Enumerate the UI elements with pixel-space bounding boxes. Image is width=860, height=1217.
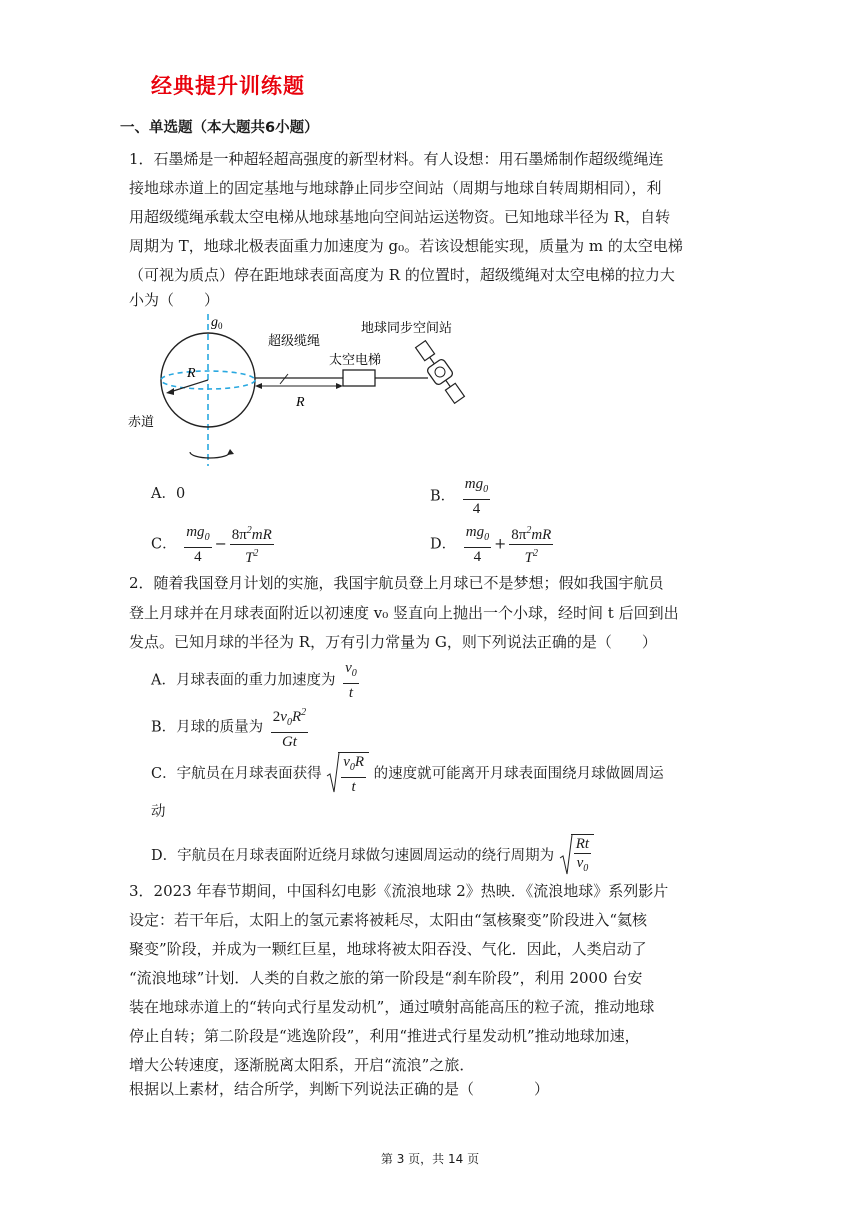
q2-line-1: 2．随着我国登月计划的实施，我国宇航员登上月球已不是梦想；假如我国宇航员 <box>129 574 664 592</box>
q3-line-5: 装在地球赤道上的“转向式行星发动机”，通过喷射高能高压的粒子流，推动地球 <box>129 998 655 1016</box>
q2-option-c-label: C．宇航员在月球表面获得 <box>151 766 322 782</box>
g0-label: $g_0$ <box>211 315 223 331</box>
q2-option-c-continued: 动 <box>151 804 166 820</box>
page-footer: 第 3 页，共 14 页 <box>380 1152 480 1166</box>
earth-elevator-figure <box>128 312 488 472</box>
cable-label: 超级缆绳 <box>268 334 321 349</box>
q1-option-a[interactable]: A．0 <box>151 486 186 502</box>
cable-pointer <box>280 374 288 384</box>
q2-option-a-label: A．月球表面的重力加速度为 <box>151 672 336 689</box>
q3-line-2: 设定：若干年后，太阳上的氢元素将被耗尽，太阳由“氢核聚变”阶段进入“氦核 <box>129 911 648 929</box>
q1-option-c[interactable]: C． $\frac{mg_0}{4}$ − $\frac{8\pi^2mR}{T^2}$ <box>151 524 272 566</box>
q2-option-a[interactable] <box>151 659 362 702</box>
radius-label: R <box>187 366 196 381</box>
q2-option-c-text: 的速度就可能离开月球表面围绕月球做圆周运 <box>373 766 664 782</box>
q1-option-b[interactable] <box>430 475 493 518</box>
q1-line-3: 用超级缆绳承载太空电梯从地球基地向空间站运送物资。已知地球半径为 R，自转 <box>129 208 671 226</box>
rotation-arrowhead <box>227 449 234 455</box>
q1-line-6: 小为（ ） <box>129 291 220 309</box>
elevator-label: 太空电梯 <box>329 353 382 368</box>
q1-option-d[interactable]: D． $\frac{mg_0}{4}$ + $\frac{8\pi^2mR}{T^2}$ <box>430 524 552 566</box>
q1-option-c-label: C． <box>151 536 177 553</box>
q3-line-7: 增大公转速度，逐渐脱离太阳系，开启“流浪”之旅． <box>129 1056 475 1074</box>
q1-option-b-formula: $\frac{mg_0}{4}$ <box>464 476 489 517</box>
equator-label: 赤道 <box>128 415 155 430</box>
q3-line-3: 聚变”阶段，并成为一颗红巨星，地球将被太阳吞没、气化．因此，人类启动了 <box>129 940 647 958</box>
q1-option-c-formula: $\frac{mg_0}{4}$ <box>186 524 210 565</box>
q2-option-d-formula: $\frac{Rt}{v_0}$ <box>559 834 594 878</box>
rotation-arrow <box>190 452 230 458</box>
q3-line-6: 停止自转；第二阶段是“逃逸阶段”，利用“推进式行星发动机”推动地球加速， <box>129 1027 640 1045</box>
q2-line-3: 发点。已知月球的半径为 R，万有引力常量为 G，则下列说法正确的是（ ） <box>129 633 657 651</box>
q2-option-c[interactable] <box>151 752 664 796</box>
q1-line-1: 1．石墨烯是一种超轻超高强度的新型材料。有人设想：用石墨烯制作超级缆绳连 <box>129 150 664 168</box>
section-heading: 一、单选题（本大题共6小题） <box>120 120 319 136</box>
elevator-box <box>343 370 375 386</box>
q1-line-5: （可视为质点）停在距地球表面高度为 R 的位置时，超级缆绳对太空电梯的拉力大 <box>129 266 675 284</box>
q1-line-2: 接地球赤道上的固定基地与地球静止同步空间站（周期与地球自转周期相同），利 <box>129 179 662 197</box>
q1-option-b-label: B． <box>430 488 456 505</box>
q1-line-4: 周期为 T，地球北极表面重力加速度为 g₀。若该设想能实现，质量为 m 的太空电梯 <box>129 237 683 255</box>
q2-option-c-formula: $\frac{v_0R}{t}$ <box>326 752 369 796</box>
q2-option-b-label: B．月球的质量为 <box>151 719 264 736</box>
q1-option-d-label: D． <box>430 536 457 553</box>
q2-line-2: 登上月球并在月球表面附近以初速度 v₀ 竖直向上抛出一个小球，经时间 t 后回到出 <box>129 604 679 622</box>
q2-option-b-formula: $\frac{2v_0R^2}{Gt}$ <box>271 704 308 751</box>
radius-arrowhead <box>166 388 174 395</box>
station-label: 地球同步空间站 <box>361 321 453 336</box>
q2-option-d-label: D．宇航员在月球表面附近绕月球做匀速圆周运动的绕行周期为 <box>151 848 555 864</box>
distance-label: R <box>296 395 305 410</box>
q2-option-d[interactable] <box>151 834 594 878</box>
q1-option-d-formula: $\frac{mg_0}{4}$ <box>465 524 490 565</box>
space-station-icon <box>412 338 467 405</box>
q2-option-a-formula: $\frac{v_0}{t}$ <box>345 660 357 701</box>
q2-option-b[interactable] <box>151 704 311 751</box>
page-title: 经典提升训练题 <box>151 74 305 98</box>
q3-question: 根据以上素材，结合所学，判断下列说法正确的是（ ） <box>129 1080 550 1098</box>
q3-line-1: 3．2023 年春节期间，中国科幻电影《流浪地球 2》热映．《流浪地球》系列影片 <box>129 882 669 900</box>
q3-line-4: “流浪地球”计划．人类的自救之旅的第一阶段是“刹车阶段”，利用 2000 台安 <box>129 969 643 987</box>
